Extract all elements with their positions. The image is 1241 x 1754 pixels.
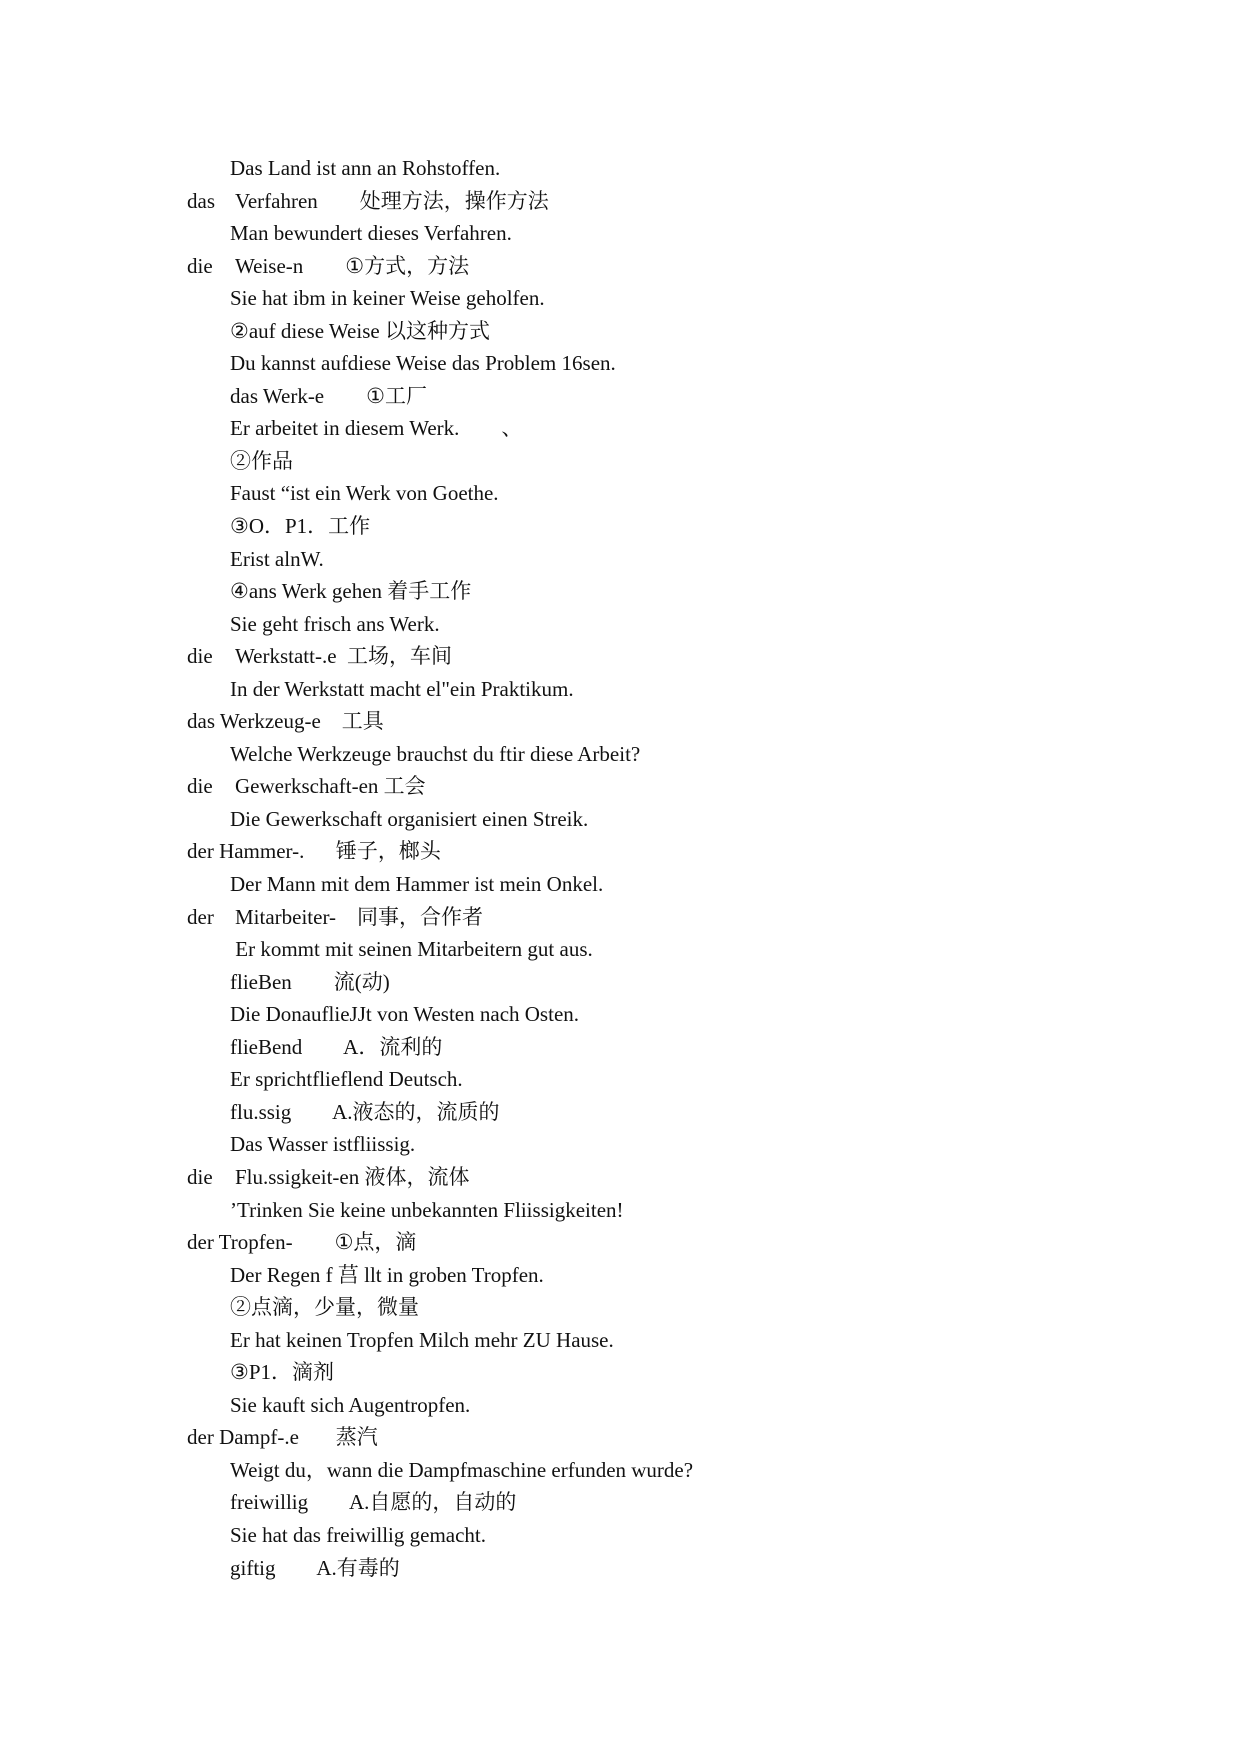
example-line: Sie kauft sich Augentropfen. — [230, 1392, 471, 1417]
entry-text: Gewerkschaft-en 工会 — [235, 774, 426, 799]
vocab-entry-line — [0, 250, 1241, 283]
example-line: Der Mann mit dem Hammer ist mein Onkel. — [230, 872, 604, 897]
example-line: flieBen 流(动) — [230, 969, 390, 994]
entry-article: das — [187, 188, 215, 213]
example-line: ②auf diese Weise 以这种方式 — [230, 318, 490, 343]
entry-article: der — [187, 904, 214, 929]
example-line: Er kommt mit seinen Mitarbeitern gut aus. — [230, 937, 593, 962]
example-line: ②点滴，少量，微量 — [230, 1295, 419, 1320]
entry-text: der Hammer-. 锤子，榔头 — [187, 839, 441, 864]
example-line: Erist alnW. — [230, 546, 324, 571]
example-line: Sie hat das freiwillig gemacht. — [230, 1522, 487, 1547]
example-line: ②作品 — [230, 448, 293, 473]
entry-text: Mitarbeiter- 同事，合作者 — [235, 904, 484, 929]
example-line: freiwillig A.自愿的，自动的 — [230, 1490, 517, 1515]
example-line: giftig A.有毒的 — [230, 1555, 400, 1580]
example-line: In der Werkstatt macht el"ein Praktikum. — [230, 676, 574, 701]
example-line: Sie geht frisch ans Werk. — [230, 611, 440, 636]
vocab-entry-line — [0, 835, 1241, 868]
example-line: Sie hat ibm in keiner Weise geholfen. — [230, 286, 545, 311]
entry-article: die — [187, 774, 213, 799]
vocab-entry-line — [0, 1421, 1241, 1454]
vocab-entry-line — [0, 640, 1241, 673]
entry-article: die — [187, 1164, 213, 1189]
example-line: das Werk-e ①工厂 — [230, 383, 427, 408]
example-line: Er arbeitet in diesem Werk. 、 — [230, 416, 523, 441]
example-line: Die DonauflieJJt von Westen nach Osten. — [230, 1002, 580, 1027]
example-line: Die Gewerkschaft organisiert einen Streik. — [230, 806, 589, 831]
example-line: flu.ssig A.液态的，流质的 — [230, 1099, 500, 1124]
entry-text: der Dampf-.e 蒸汽 — [187, 1425, 378, 1450]
entry-text: das Werkzeug-e 工具 — [187, 709, 384, 734]
example-line: Er sprichtflieflend Deutsch. — [230, 1067, 463, 1092]
vocab-entry-line — [0, 185, 1241, 218]
example-line: Welche Werkzeuge brauchst du ftir diese Arbeit? — [230, 741, 641, 766]
example-line: Er hat keinen Tropfen Milch mehr ZU Hause. — [230, 1327, 614, 1352]
entry-text: Werkstatt-.e 工场，车间 — [235, 644, 453, 669]
entry-article: die — [187, 253, 213, 278]
example-line: ’Trinken Sie keine unbekannten Fliissigkeiten! — [230, 1197, 624, 1222]
example-line: ③P1．滴剂 — [230, 1360, 335, 1385]
entry-article: die — [187, 644, 213, 669]
vocabulary-list — [0, 152, 1241, 1584]
vocab-entry-line — [0, 1226, 1241, 1259]
entry-text: Flu.ssigkeit-en 液体，流体 — [235, 1164, 470, 1189]
example-line: ④ans Werk gehen 着手工作 — [230, 579, 472, 604]
vocab-entry-line — [0, 770, 1241, 803]
vocab-entry-line — [0, 901, 1241, 934]
example-line: Das Wasser istfliissig. — [230, 1132, 416, 1157]
example-line: Man bewundert dieses Verfahren. — [230, 221, 512, 246]
example-line: Du kannst aufdiese Weise das Problem 16sen. — [230, 351, 616, 376]
entry-text: Weise-n ①方式，方法 — [235, 253, 470, 278]
vocab-entry-line — [0, 1161, 1241, 1194]
example-line: ③O．P1．工作 — [230, 514, 371, 539]
example-line: Weigt du，wann die Dampfmaschine erfunden wurde? — [230, 1457, 694, 1482]
example-line: flieBend A．流利的 — [230, 1034, 443, 1059]
example-line: Faust “ist ein Werk von Goethe. — [230, 481, 499, 506]
example-line: Der Regen f 莒 llt in groben Tropfen. — [230, 1262, 544, 1287]
entry-text: der Tropfen- ①点，滴 — [187, 1230, 417, 1255]
example-line: Das Land ist ann an Rohstoffen. — [230, 156, 501, 180]
vocab-entry-line — [0, 705, 1241, 738]
entry-text: Verfahren 处理方法，操作方法 — [235, 188, 549, 213]
